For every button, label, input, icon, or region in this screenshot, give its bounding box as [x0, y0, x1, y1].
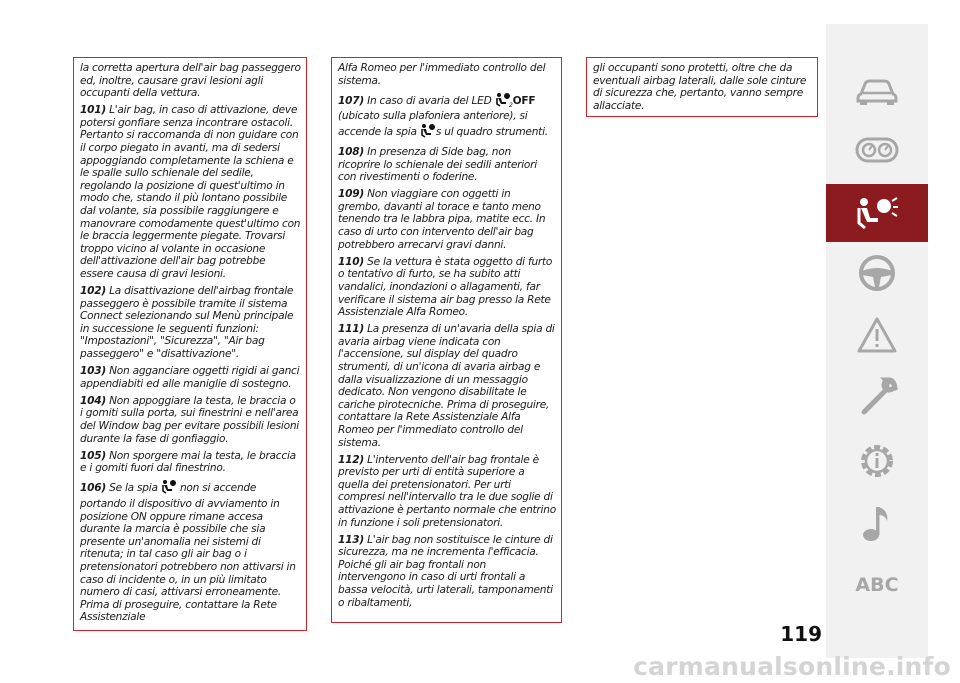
chapter-sidebar	[826, 24, 928, 658]
note-number: 110)	[338, 255, 364, 268]
svg-text:2: 2	[508, 101, 513, 107]
note-number: 107)	[338, 94, 364, 107]
text-column-1	[73, 57, 307, 631]
car-icon[interactable]	[826, 62, 928, 120]
note-number: 104)	[80, 394, 106, 407]
wrench-icon[interactable]	[826, 368, 928, 426]
note-110	[338, 256, 556, 319]
music-note-icon[interactable]	[826, 494, 928, 552]
note-103	[80, 365, 301, 390]
note-number: 106)	[80, 482, 106, 495]
steering-wheel-icon[interactable]	[826, 244, 928, 302]
note-101	[80, 104, 301, 280]
note-text: L'air bag non sostituisce le cinture di sicurezza, ma ne incrementa l'efficacia. Poiché gli air bag frontali non intervengono in caso di urti frontali a bassa velocità, urti laterali, tamponamenti o ribaltamenti,	[338, 533, 553, 609]
note-107	[338, 92, 556, 142]
note-text: Se la spia	[109, 482, 158, 495]
col3-text: gli occupanti sono protetti, oltre che da eventuali airbag laterali, dalle sole cinture di sicurezza che, pertanto, vanno sempre allacciate.	[593, 62, 807, 112]
note-text: L'intervento dell'air bag frontale è previsto per urti di entità superiore a quella dei pretensionatori. Per urti compresi nell'intervallo tra le due soglie di attivazione è pertanto normale che entrino in funzione i soli pretensionatori.	[338, 453, 556, 529]
col1-intro: la corretta apertura dell'air bag passeggero ed, inoltre, causare gravi lesioni agli occupanti della vettura.	[80, 62, 301, 100]
note-text: L'air bag, in caso di attivazione, deve potersi gonfiare senza incontrare ostacoli. Pertanto si raccomanda di non guidare con il corpo piegato in avanti, ma di sedersi appoggiando completamente la schiena e le spalle sullo schienale del sedile, regolando la posizione di quest'ultimo in modo che, stando il più lontano possibile dal volante, sia possibile raggiungere e manovrare comodamente quest'ultimo con le braccia leggermente piegate. Trovarsi troppo vicino al volante in occasione dell'attivazione dell'air bag potrebbe essere causa di gravi lesioni.	[80, 104, 301, 280]
note-text: La disattivazione dell'airbag frontale passeggero è possibile tramite il sistema Connect selezionando sul Menù principale in successione le seguenti funzioni: "Impostazioni", "Sicurezza", "Air bag passeggero" e "disattivazione".	[80, 285, 294, 361]
airbag-seat-icon[interactable]	[826, 184, 928, 242]
off-label: OFF	[512, 94, 536, 107]
note-text: In caso di avaria del LED	[367, 94, 492, 107]
note-text: Non appoggiare la testa, le braccia o i gomiti sulla porta, sui finestrini e nell'area del Window bag per evitare possibili lesioni durante la fase di gonfiaggio.	[80, 394, 299, 445]
note-104	[80, 395, 301, 445]
gear-info-icon[interactable]	[826, 432, 928, 490]
note-text: Non viaggiare con oggetti in grembo, davanti al torace e tanto meno tenendo tra le labbra pipa, matite ecc. In caso di urto con intervento dell'air bag potrebbero arrecarvi gravi danni.	[338, 188, 546, 251]
note-text: (ubicato sulla plafoniera anteriore), si accende la spia	[338, 110, 528, 138]
note-number: 113)	[338, 533, 364, 546]
note-109	[338, 188, 556, 251]
note-number: 103)	[80, 365, 106, 378]
airbag-warning-icon	[161, 479, 177, 498]
note-text: Se la vettura è stata oggetto di furto o tentativo di furto, se ha subito atti vandalici, inondazioni o allagamenti, far verificare il sistema air bag presso la Rete Assistenziale Alfa Romeo.	[338, 255, 553, 319]
warning-triangle-icon[interactable]	[826, 306, 928, 364]
text-column-2	[331, 57, 562, 623]
note-number: 111)	[338, 323, 364, 336]
note-number: 112)	[338, 453, 364, 466]
watermark: carmanualsonline.info	[633, 652, 951, 681]
page-number: 119	[780, 622, 822, 646]
note-text: Non sporgere mai la testa, le braccia e i gomiti fuori dal finestrino.	[80, 449, 296, 475]
note-text: Non agganciare oggetti rigidi ai ganci appendiabiti ed alle maniglie di sostegno.	[80, 365, 300, 390]
note-text: La presenza di un'avaria della spia di avaria airbag viene indicata con l'accensione, sul display del quadro strumenti, di un'icona di avaria airbag e dalla visualizzazione di un messaggio dedicato. Non vengono disabilitate le cariche pirotecniche. Prima di proseguire, contattare la Rete Assistenziale Alfa Romeo per l'immediato controllo del sistema.	[338, 323, 555, 449]
note-102	[80, 285, 301, 361]
note-number: 109)	[338, 188, 364, 201]
note-number: 105)	[80, 449, 106, 462]
abc-index-label[interactable]: ABC	[855, 574, 899, 596]
note-112	[338, 454, 556, 530]
note-106	[80, 479, 301, 624]
note-105	[80, 450, 301, 475]
note-number: 102)	[80, 285, 106, 298]
note-number: 101)	[80, 104, 106, 117]
dashboard-gauges-icon[interactable]	[826, 121, 928, 179]
col2-intro: Alfa Romeo per l'immediato controllo del sistema.	[338, 62, 546, 87]
airbag-warning-icon	[420, 123, 436, 142]
text-column-3	[586, 57, 818, 117]
note-text: non si accende portando il dispositivo di avviamento in posizione ON oppure rimane accesa durante la marcia è possibile che sia presente un'anomalia nei sistemi di ritenuta; in tal caso gli air bag o i pretensionatori potrebbero non attivarsi in caso di incidente o, in un più limitato numero di casi, attivarsi erroneamente. Prima di proseguire, contattare la Rete Assistenziale	[80, 482, 296, 624]
note-number: 108)	[338, 145, 364, 158]
note-text: s ul quadro strumenti.	[435, 125, 548, 138]
note-111	[338, 323, 556, 449]
passenger-airbag-off-icon	[495, 92, 513, 111]
note-108	[338, 146, 556, 184]
note-text: In presenza di Side bag, non ricoprire lo schienale dei sedili anteriori con rivestimenti o foderine.	[338, 145, 537, 184]
note-113	[338, 534, 556, 610]
